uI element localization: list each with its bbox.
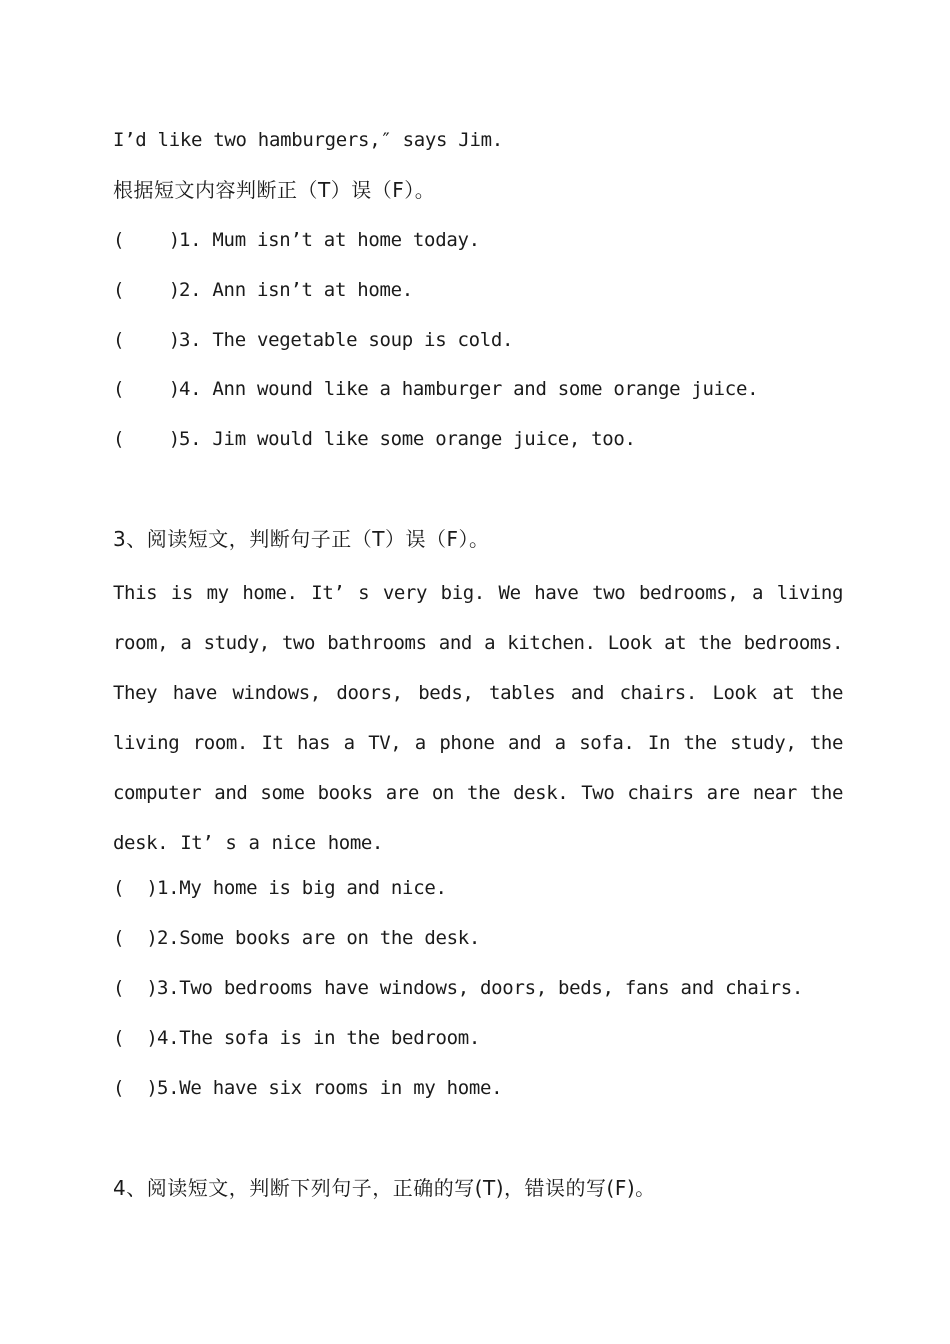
question-text: 1. Mum isn’t at home today. — [179, 228, 480, 251]
question-item — [113, 1068, 843, 1118]
question-item — [113, 918, 843, 968]
section-3-heading: 3、阅读短文，判断句子正（T）误（F）。 — [113, 527, 490, 552]
question-item — [113, 1018, 843, 1068]
answer-blank[interactable]: ( ) — [113, 927, 158, 950]
question-text: 1.My home is big and nice. — [157, 877, 447, 900]
answer-blank[interactable]: ( ) — [113, 278, 180, 301]
answer-blank[interactable]: ( ) — [113, 428, 180, 451]
question-text: 3. The vegetable soup is cold. — [179, 328, 514, 351]
question-text: 4.The sofa is in the bedroom. — [157, 1027, 481, 1050]
answer-blank[interactable]: ( ) — [113, 877, 158, 900]
question-item — [113, 270, 843, 320]
passage-continuation: I’d like two hamburgers,″ says Jim. — [113, 129, 503, 151]
document-page — [113, 120, 843, 1218]
answer-blank[interactable]: ( ) — [113, 1077, 158, 1100]
question-item — [113, 369, 843, 419]
instruction-text: 根据短文内容判断正（T）误（F）。 — [113, 177, 436, 202]
question-text: 2.Some books are on the desk. — [157, 927, 481, 950]
answer-blank[interactable]: ( ) — [113, 977, 158, 1000]
answer-blank[interactable]: ( ) — [113, 328, 180, 351]
question-text: 3.Two bedrooms have windows, doors, beds, fans and chairs. — [157, 977, 804, 1000]
question-item — [113, 220, 843, 270]
section-4-heading: 4、阅读短文，判断下列句子，正确的写(T)，错误的写(F)。 — [113, 1175, 656, 1200]
question-item — [113, 868, 843, 918]
question-text: 5. Jim would like some orange juice, too. — [179, 428, 636, 451]
question-item — [113, 419, 843, 469]
question-text: 5.We have six rooms in my home. — [157, 1077, 503, 1100]
question-text: 2. Ann isn’t at home. — [179, 278, 413, 301]
spacer — [113, 469, 843, 519]
question-item — [113, 968, 843, 1018]
section-3-passage: This is my home. It’ s very big. We have two bedrooms, a living room, a study, two bathrooms and a kitchen. Look at the bedrooms. They have windows, doors, beds, tables and chairs. Look at the living room. It has a TV, a phone and a sofa. In the study, the computer and some books are on the desk. Two chairs are near the desk. It’ s a nice home. — [113, 582, 843, 854]
spacer — [113, 1118, 843, 1168]
answer-blank[interactable]: ( ) — [113, 228, 180, 251]
answer-blank[interactable]: ( ) — [113, 378, 180, 401]
question-text: 4. Ann wound like a hamburger and some orange juice. — [179, 378, 759, 401]
question-item — [113, 320, 843, 370]
answer-blank[interactable]: ( ) — [113, 1027, 158, 1050]
